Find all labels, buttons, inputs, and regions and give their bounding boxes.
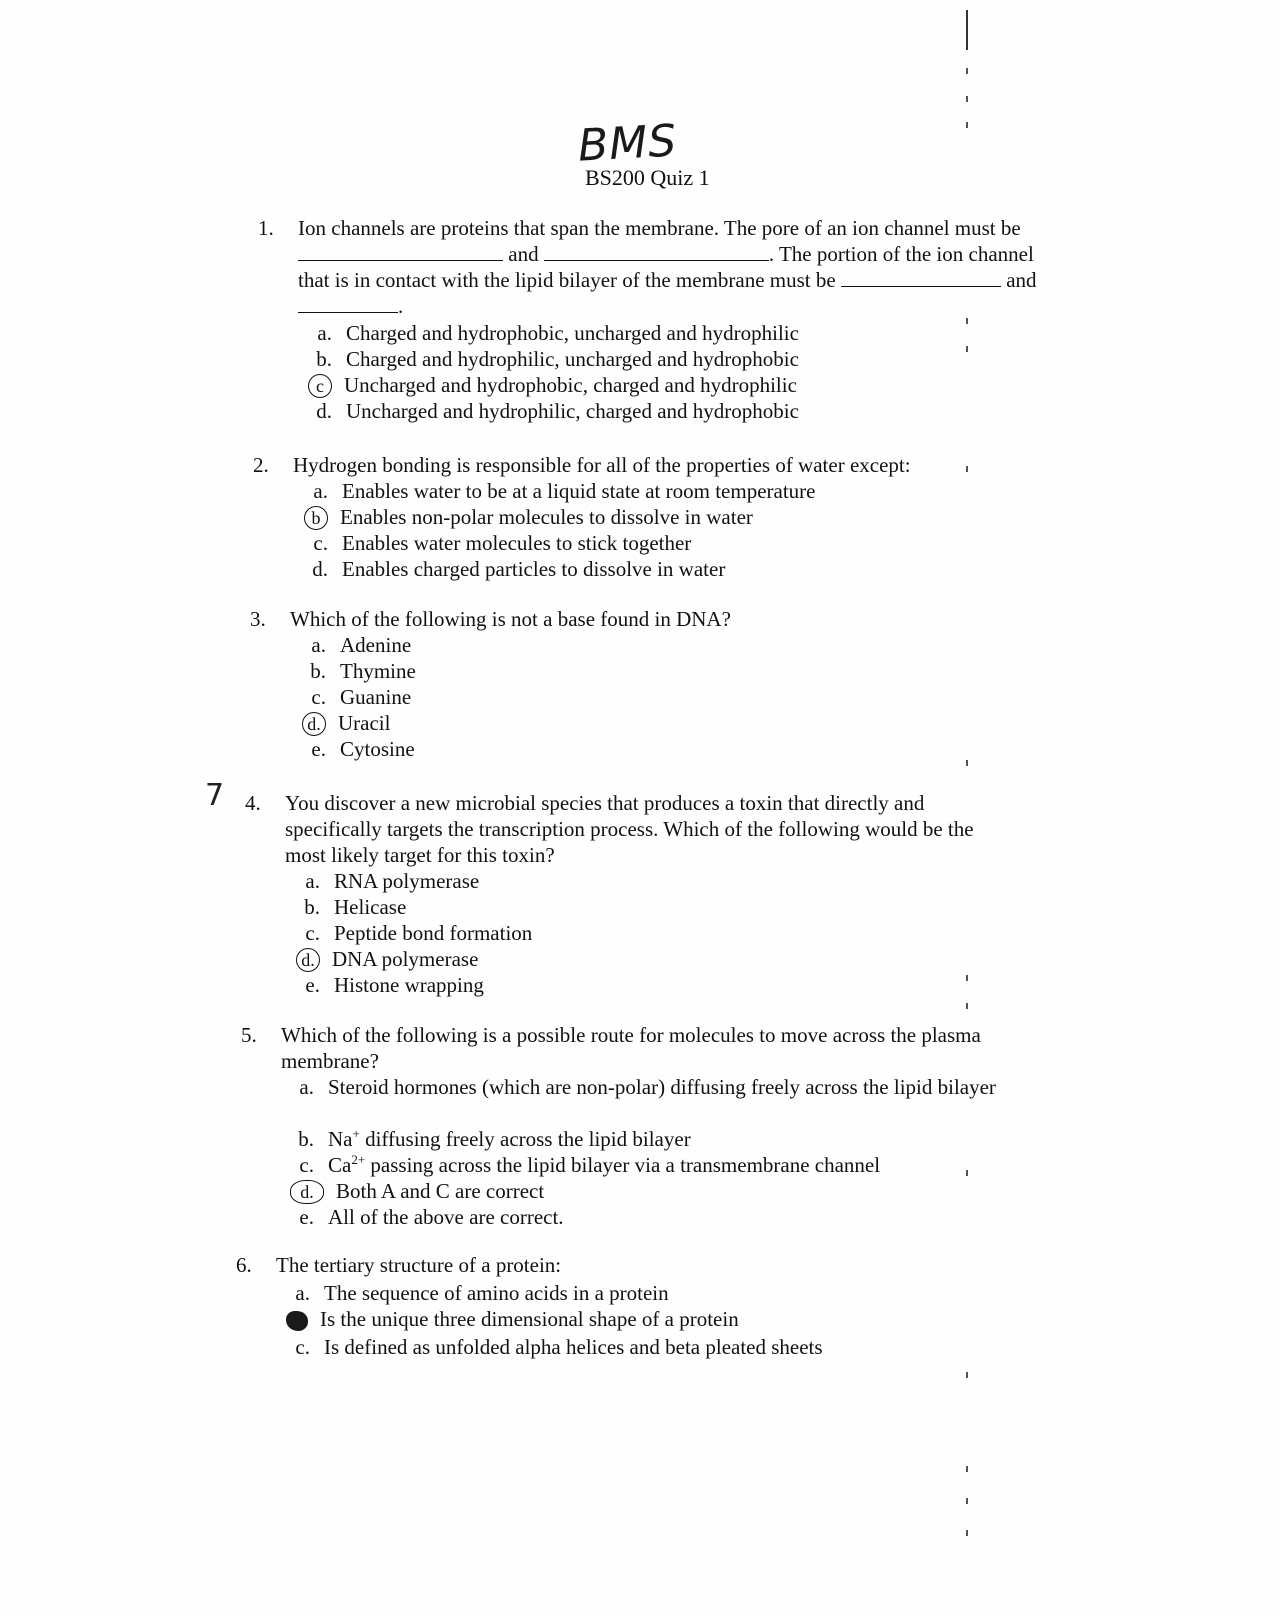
option-2c[interactable] xyxy=(296,530,691,556)
option-letter: e. xyxy=(311,737,326,761)
question-number: 2. xyxy=(253,453,269,477)
option-letter: a. xyxy=(299,1075,314,1099)
scan-artifact-dot xyxy=(966,760,968,766)
question-text-part: and xyxy=(1006,268,1037,292)
scan-artifact-dot xyxy=(966,122,968,128)
option-3c[interactable] xyxy=(294,684,411,710)
selected-answer-circle: d. xyxy=(302,712,326,736)
option-1c[interactable] xyxy=(300,372,797,398)
option-4b[interactable] xyxy=(288,894,406,920)
option-text: Uracil xyxy=(338,711,391,735)
question-text-part: . The portion of the ion channel that is in contact with the lipid bilayer of the membrane must be xyxy=(298,242,1034,292)
scan-artifact-dot xyxy=(966,96,968,102)
option-4c[interactable] xyxy=(288,920,532,946)
option-text: Ca xyxy=(328,1153,352,1177)
question-text-part: Ion channels are proteins that span the membrane. The pore of an ion channel must be xyxy=(298,216,1021,240)
option-6b[interactable] xyxy=(278,1306,739,1332)
option-3a[interactable] xyxy=(294,632,411,658)
scan-artifact-dot xyxy=(966,346,968,352)
option-letter: b. xyxy=(298,1127,314,1151)
option-letter: b. xyxy=(304,895,320,919)
selected-answer-circle: c xyxy=(308,374,332,398)
scan-artifact-line xyxy=(966,10,968,50)
filled-answer-mark-icon xyxy=(286,1311,308,1331)
option-text: All of the above are correct. xyxy=(328,1205,564,1229)
option-5d[interactable] xyxy=(282,1178,544,1204)
option-text: Enables water molecules to stick together xyxy=(342,531,692,555)
option-text: passing across the lipid bilayer via a transmembrane channel xyxy=(365,1153,881,1177)
selected-answer-circle: b xyxy=(304,506,328,530)
option-5c[interactable] xyxy=(282,1152,880,1178)
option-text: Uncharged and hydrophilic, charged and hydrophobic xyxy=(346,399,799,423)
option-letter: a. xyxy=(305,869,320,893)
question-text: The tertiary structure of a protein: xyxy=(276,1253,562,1277)
question-number: 1. xyxy=(258,216,274,240)
option-2a[interactable] xyxy=(296,478,815,504)
answer-blank xyxy=(841,268,1001,287)
option-text: Charged and hydrophilic, uncharged and hydrophobic xyxy=(346,347,799,371)
option-text: Thymine xyxy=(340,659,416,683)
option-letter: c. xyxy=(311,685,326,709)
option-letter: b. xyxy=(310,659,326,683)
scan-artifact-dot xyxy=(966,1170,968,1176)
option-5a[interactable] xyxy=(282,1074,1002,1100)
option-letter: d. xyxy=(316,399,332,423)
option-2d[interactable] xyxy=(296,556,725,582)
option-text: Steroid hormones (which are non-polar) diffusing freely across the lipid bilayer xyxy=(328,1075,996,1099)
answer-blank xyxy=(544,242,769,261)
option-5e[interactable] xyxy=(282,1204,564,1230)
option-letter: a. xyxy=(295,1281,310,1305)
margin-note: 7 xyxy=(205,778,225,813)
option-letter: c. xyxy=(305,921,320,945)
option-text: Enables charged particles to dissolve in water xyxy=(342,557,726,581)
option-4e[interactable] xyxy=(288,972,484,998)
option-text: Adenine xyxy=(340,633,412,657)
option-3d[interactable] xyxy=(294,710,390,736)
scan-artifact-dot xyxy=(966,1372,968,1378)
option-text: Guanine xyxy=(340,685,412,709)
question-text: Which of the following is not a base found in DNA? xyxy=(290,607,731,631)
option-text: Na xyxy=(328,1127,353,1151)
option-4d[interactable] xyxy=(288,946,478,972)
scan-artifact-dot xyxy=(966,975,968,981)
option-6a[interactable] xyxy=(278,1280,669,1306)
option-text: Enables non-polar molecules to dissolve in water xyxy=(340,505,753,529)
question-number: 3. xyxy=(250,607,266,631)
option-letter: c. xyxy=(299,1153,314,1177)
option-letter: c. xyxy=(295,1335,310,1359)
option-text: The sequence of amino acids in a protein xyxy=(324,1281,669,1305)
question-number: 6. xyxy=(236,1253,252,1277)
option-letter: e. xyxy=(299,1205,314,1229)
quiz-title: BS200 Quiz 1 xyxy=(585,165,710,190)
option-letter: c. xyxy=(313,531,328,555)
option-1a[interactable] xyxy=(300,320,799,346)
option-1d[interactable] xyxy=(300,398,799,424)
question-number: 4. xyxy=(245,791,261,815)
scan-artifact-dot xyxy=(966,1003,968,1009)
option-letter: a. xyxy=(317,321,332,345)
option-text: Histone wrapping xyxy=(334,973,484,997)
option-text: diffusing freely across the lipid bilayer xyxy=(359,1127,691,1151)
option-text: Helicase xyxy=(334,895,407,919)
question-text: Which of the following is a possible route for molecules to move across the plasma membrane? xyxy=(281,1023,981,1073)
selected-answer-circle: d. xyxy=(290,1180,324,1204)
question-text: Hydrogen bonding is responsible for all of the properties of water except: xyxy=(293,453,911,477)
question-text: You discover a new microbial species that produces a toxin that directly and specifically targets the transcription process. Which of the following would be the most likely target for this toxin? xyxy=(285,791,974,867)
option-text: Is defined as unfolded alpha helices and beta pleated sheets xyxy=(324,1335,823,1359)
option-text: DNA polymerase xyxy=(332,947,479,971)
question-text-part: . xyxy=(398,294,404,318)
option-letter: e. xyxy=(305,973,320,997)
question-text xyxy=(298,215,1038,319)
option-text: Charged and hydrophobic, uncharged and hydrophilic xyxy=(346,321,799,345)
option-4a[interactable] xyxy=(288,868,479,894)
option-text: Cytosine xyxy=(340,737,415,761)
option-5b[interactable] xyxy=(282,1126,691,1152)
scan-artifact-dot xyxy=(966,1466,968,1472)
scan-artifact-dot xyxy=(966,68,968,74)
option-text: RNA polymerase xyxy=(334,869,480,893)
option-1b[interactable] xyxy=(300,346,799,372)
option-2b[interactable] xyxy=(296,504,753,530)
option-3b[interactable] xyxy=(294,658,416,684)
scan-artifact-dot xyxy=(966,1498,968,1504)
scan-artifact-dot xyxy=(966,1530,968,1536)
superscript-charge: 2+ xyxy=(351,1152,366,1167)
selected-answer-circle: d. xyxy=(296,948,320,972)
option-text: Is the unique three dimensional shape of a protein xyxy=(320,1307,739,1331)
option-text: Enables water to be at a liquid state at room temperature xyxy=(342,479,816,503)
option-text: Uncharged and hydrophobic, charged and hydrophilic xyxy=(344,373,797,397)
option-6c[interactable] xyxy=(278,1334,823,1360)
question-text-part: and xyxy=(508,242,539,266)
option-letter: a. xyxy=(313,479,328,503)
option-3e[interactable] xyxy=(294,736,415,762)
answer-blank xyxy=(298,242,503,261)
option-letter: b. xyxy=(316,347,332,371)
handwritten-initials: BMS xyxy=(576,115,679,172)
question-number: 5. xyxy=(241,1023,257,1047)
option-letter: d. xyxy=(312,557,328,581)
superscript-charge: + xyxy=(352,1126,360,1141)
option-letter: a. xyxy=(311,633,326,657)
answer-blank xyxy=(298,294,398,313)
option-text: Peptide bond formation xyxy=(334,921,533,945)
option-text: Both A and C are correct xyxy=(336,1179,545,1203)
